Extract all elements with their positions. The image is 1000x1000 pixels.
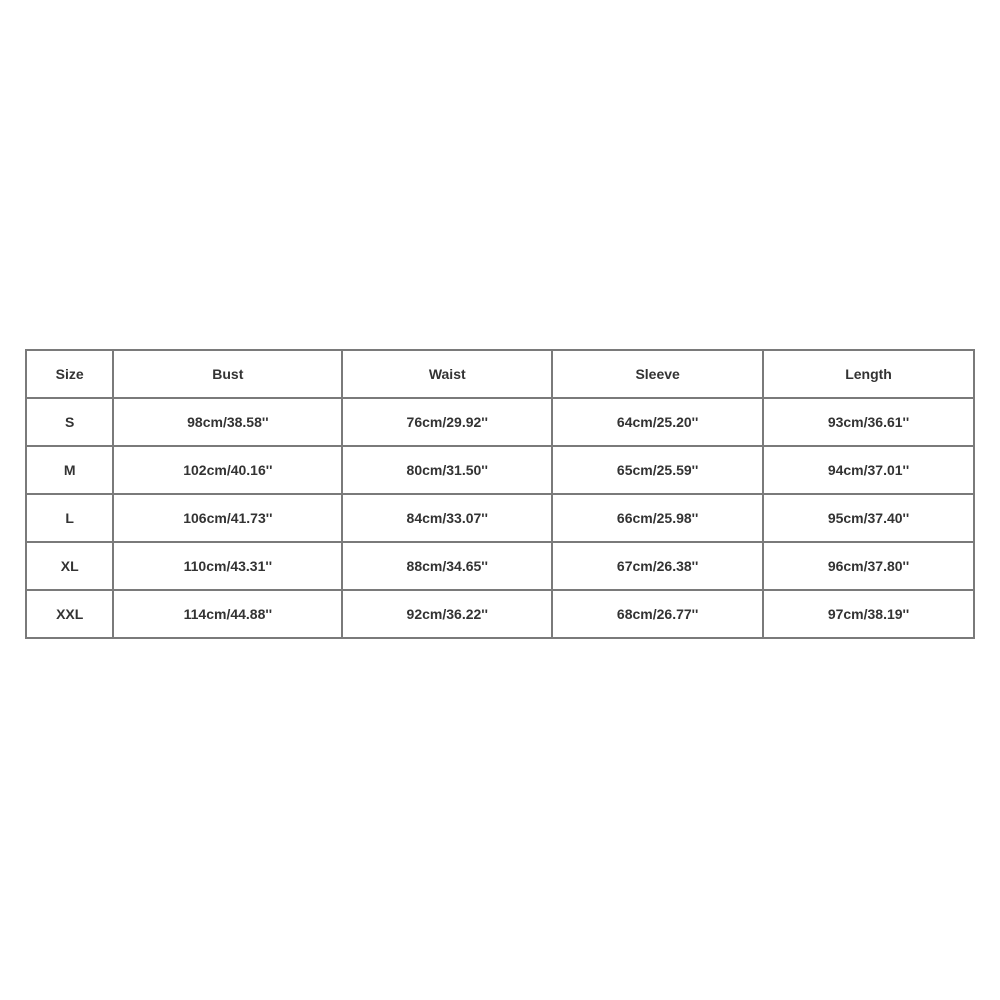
cell-length: 93cm/36.61'' [763, 398, 974, 446]
cell-bust: 114cm/44.88'' [113, 590, 342, 638]
cell-waist: 88cm/34.65'' [342, 542, 552, 590]
table-header-row [26, 350, 974, 398]
cell-sleeve: 64cm/25.20'' [552, 398, 763, 446]
cell-sleeve: 65cm/25.59'' [552, 446, 763, 494]
cell-bust: 102cm/40.16'' [113, 446, 342, 494]
cell-length: 94cm/37.01'' [763, 446, 974, 494]
header-size: Size [26, 350, 113, 398]
table-row [26, 446, 974, 494]
header-bust: Bust [113, 350, 342, 398]
table-row [26, 590, 974, 638]
cell-waist: 84cm/33.07'' [342, 494, 552, 542]
cell-length: 97cm/38.19'' [763, 590, 974, 638]
cell-waist: 92cm/36.22'' [342, 590, 552, 638]
header-length: Length [763, 350, 974, 398]
cell-size: S [26, 398, 113, 446]
table-row [26, 398, 974, 446]
size-chart-table [25, 349, 975, 639]
cell-waist: 76cm/29.92'' [342, 398, 552, 446]
cell-sleeve: 67cm/26.38'' [552, 542, 763, 590]
table-row [26, 494, 974, 542]
cell-bust: 106cm/41.73'' [113, 494, 342, 542]
cell-bust: 98cm/38.58'' [113, 398, 342, 446]
table-row [26, 542, 974, 590]
cell-sleeve: 66cm/25.98'' [552, 494, 763, 542]
cell-size: XXL [26, 590, 113, 638]
cell-bust: 110cm/43.31'' [113, 542, 342, 590]
cell-waist: 80cm/31.50'' [342, 446, 552, 494]
cell-size: L [26, 494, 113, 542]
cell-size: XL [26, 542, 113, 590]
cell-length: 96cm/37.80'' [763, 542, 974, 590]
cell-length: 95cm/37.40'' [763, 494, 974, 542]
cell-sleeve: 68cm/26.77'' [552, 590, 763, 638]
cell-size: M [26, 446, 113, 494]
header-sleeve: Sleeve [552, 350, 763, 398]
header-waist: Waist [342, 350, 552, 398]
